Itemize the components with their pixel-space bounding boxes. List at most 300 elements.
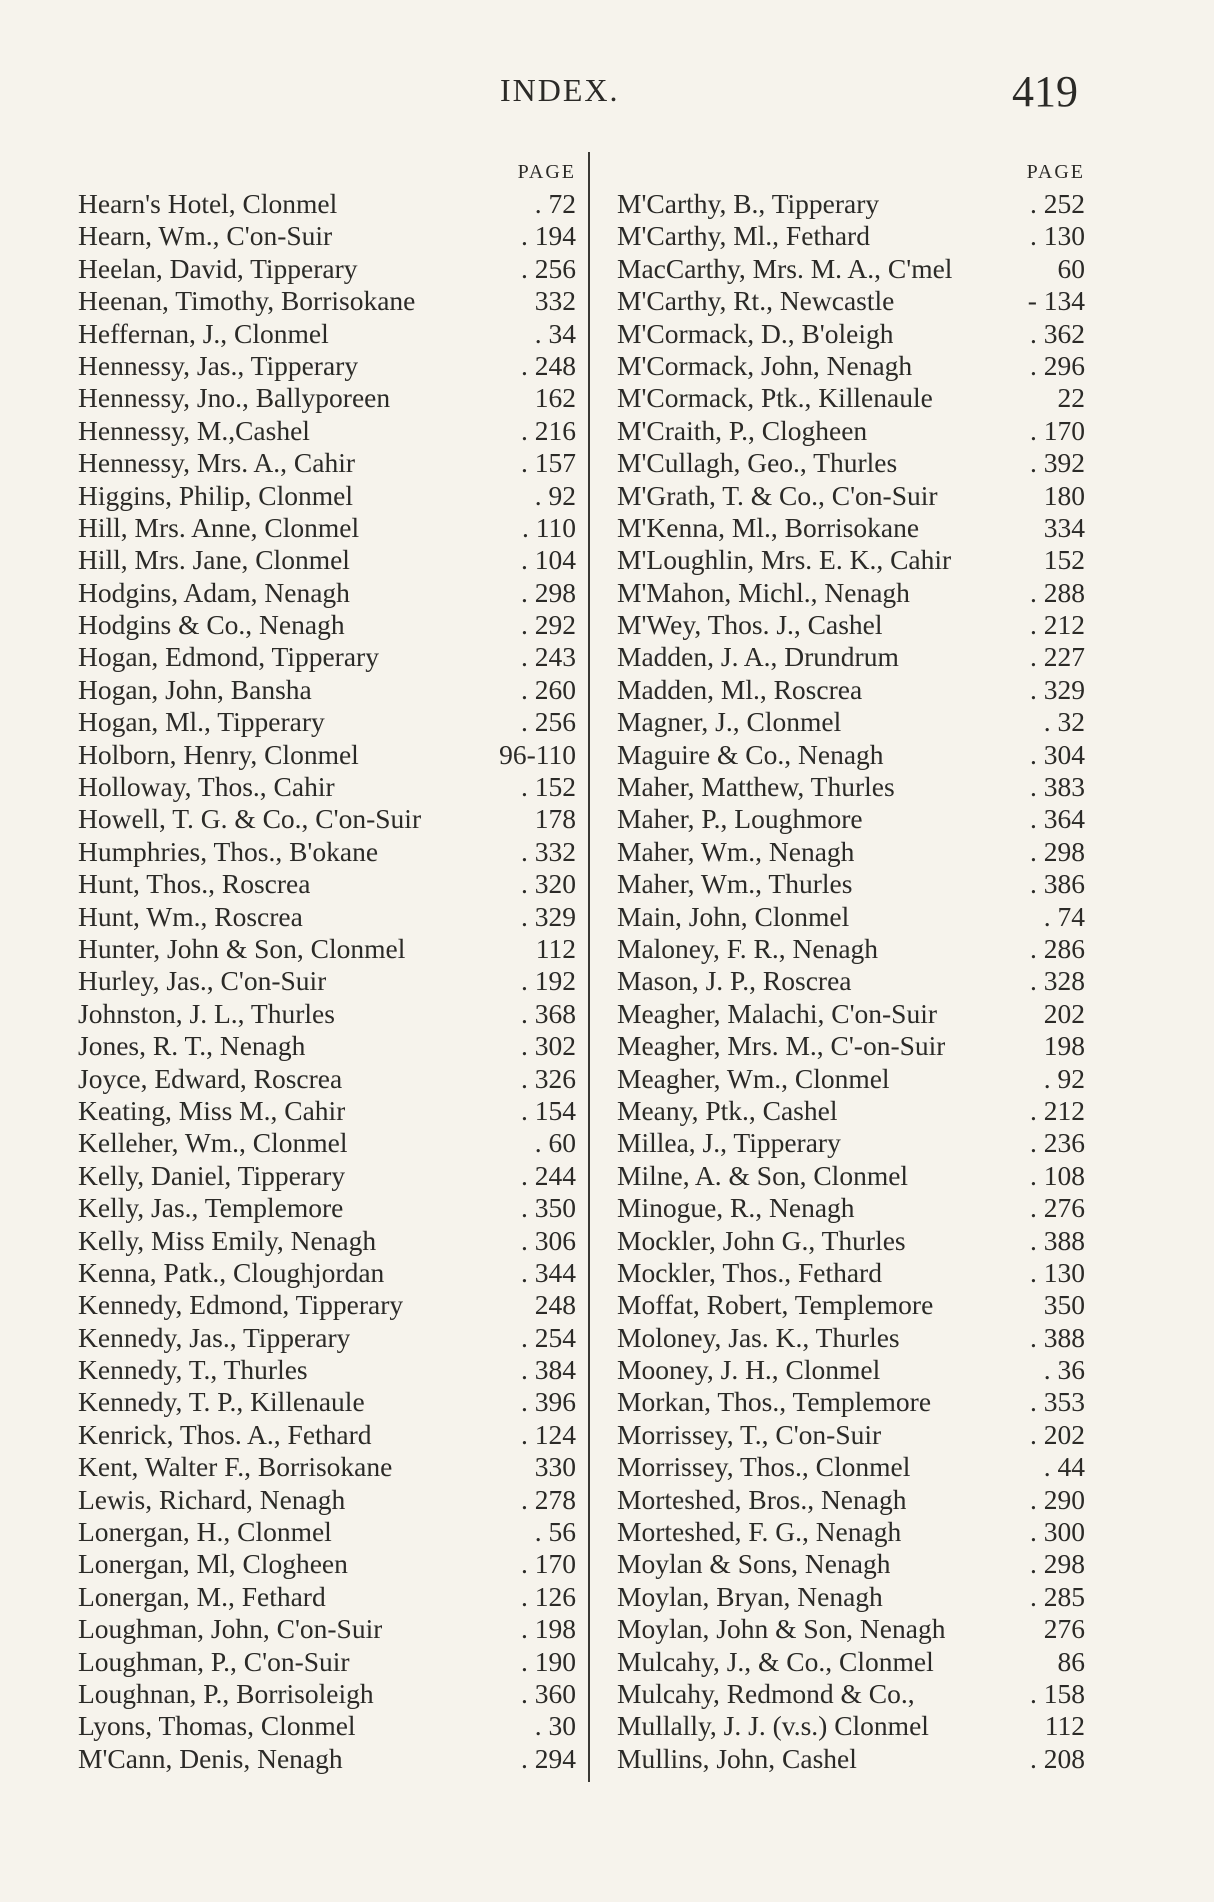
index-entry [78, 544, 576, 576]
entry-name: Mockler, John G., Thurles [617, 1224, 906, 1256]
entry-page-number: . 304 [1030, 738, 1085, 770]
entry-page-number: . 158 [1030, 1677, 1085, 1709]
entry-page-number: . 353 [1030, 1386, 1085, 1418]
index-entry [617, 1484, 1085, 1516]
index-entry [617, 480, 1085, 512]
entry-page-number: . 154 [521, 1094, 576, 1126]
entry-name: Kennedy, T. P., Killenaule [78, 1386, 365, 1418]
index-entry [617, 1095, 1085, 1127]
index-entry [78, 1192, 576, 1224]
index-entry [617, 1613, 1085, 1645]
entry-page-number: . 44 [1043, 1451, 1085, 1483]
entry-name: Loughman, P., C'on-Suir [78, 1645, 350, 1677]
entry-name: Meagher, Malachi, C'on-Suir [617, 997, 938, 1029]
index-entry [617, 1516, 1085, 1548]
entry-name: Moylan, John & Son, Nenagh [617, 1613, 946, 1645]
entry-name: Morteshed, F. G., Nenagh [617, 1516, 902, 1548]
entry-name: Main, John, Clonmel [617, 900, 850, 932]
entry-name: Lonergan, Ml, Clogheen [78, 1548, 348, 1580]
entry-page-number: 178 [534, 803, 576, 835]
entry-name: Hennessy, Jas., Tipperary [78, 349, 359, 381]
index-entry [78, 1419, 576, 1451]
entry-name: M'Carthy, B., Tipperary [617, 188, 880, 219]
entry-name: Joyce, Edward, Roscrea [78, 1062, 343, 1094]
entry-page-number: . 244 [521, 1159, 576, 1191]
entry-page-number: . 294 [521, 1742, 576, 1774]
entry-name: Mullally, J. J. (v.s.) Clonmel [617, 1710, 929, 1742]
index-entry [78, 1030, 576, 1062]
entry-page-number: . 152 [521, 771, 576, 803]
entry-name: Hearn, Wm., C'on-Suir [78, 220, 333, 252]
entry-name: Loughman, John, C'on-Suir [78, 1613, 383, 1645]
entry-name: Maguire & Co., Nenagh [617, 738, 884, 770]
entry-name: Maher, Wm., Thurles [617, 868, 853, 900]
entry-page-number: 180 [1043, 479, 1085, 511]
index-entry [78, 188, 576, 220]
entry-name: Kenna, Patk., Cloughjordan [78, 1256, 385, 1288]
entry-page-number: . 170 [1030, 414, 1085, 446]
entry-name: Magner, J., Clonmel [617, 706, 842, 738]
index-entry [78, 382, 576, 414]
entry-page-number: 112 [535, 932, 576, 964]
entry-page-number: . 384 [521, 1354, 576, 1386]
index-entry [617, 1030, 1085, 1062]
index-entry-list [78, 188, 576, 1775]
entry-name: Howell, T. G. & Co., C'on-Suir [78, 803, 422, 835]
entry-page-number: . 248 [521, 349, 576, 381]
index-entry [617, 1192, 1085, 1224]
entry-page-number: . 260 [521, 673, 576, 705]
index-entry [617, 998, 1085, 1030]
entry-name: Kelly, Jas., Templemore [78, 1192, 344, 1224]
index-entry [617, 577, 1085, 609]
entry-page-number: . 194 [521, 220, 576, 252]
index-entry [78, 1743, 576, 1775]
entry-name: MacCarthy, Mrs. M. A., C'mel [617, 252, 953, 284]
entry-name: Kelleher, Wm., Clonmel [78, 1127, 348, 1159]
entry-page-number: 332 [534, 285, 576, 317]
index-entry [78, 1451, 576, 1483]
index-entry [617, 1289, 1085, 1321]
index-entry [617, 1386, 1085, 1418]
index-entry [78, 933, 576, 965]
index-entry [617, 447, 1085, 479]
entry-page-number: . 364 [1030, 803, 1085, 835]
entry-name: Moylan, Bryan, Nenagh [617, 1580, 883, 1612]
index-entry [617, 1419, 1085, 1451]
index-entry [617, 1581, 1085, 1613]
entry-page-number: . 74 [1043, 900, 1085, 932]
entry-page-number: . 254 [521, 1321, 576, 1353]
entry-page-number: 152 [1043, 544, 1085, 576]
index-entry [617, 836, 1085, 868]
entry-page-number: 248 [534, 1289, 576, 1321]
entry-name: Hogan, John, Bansha [78, 673, 312, 705]
index-entry [78, 1613, 576, 1645]
index-entry [617, 1160, 1085, 1192]
entry-name: Mooney, J. H., Clonmel [617, 1354, 881, 1386]
entry-name: Heffernan, J., Clonmel [78, 317, 329, 349]
entry-page-number: . 192 [521, 965, 576, 997]
index-entry [78, 1354, 576, 1386]
index-entry [617, 1063, 1085, 1095]
index-entry [617, 609, 1085, 641]
index-entry [617, 1743, 1085, 1775]
entry-page-number: . 326 [521, 1062, 576, 1094]
index-entry [617, 318, 1085, 350]
entry-name: Maher, Wm., Nenagh [617, 835, 855, 867]
index-entry [78, 1063, 576, 1095]
index-entry [617, 1710, 1085, 1742]
index-entry [78, 1581, 576, 1613]
index-entry [617, 220, 1085, 252]
entry-name: Madden, J. A., Drundrum [617, 641, 899, 673]
entry-name: Kent, Walter F., Borrisokane [78, 1451, 393, 1483]
entry-name: Hogan, Ml., Tipperary [78, 706, 325, 738]
entry-page-number: 22 [1057, 382, 1085, 414]
entry-page-number: . 212 [1030, 1094, 1085, 1126]
entry-name: M'Carthy, Ml., Fethard [617, 220, 870, 252]
entry-name: Hunt, Wm., Roscrea [78, 900, 303, 932]
entry-page-number: . 92 [1043, 1062, 1085, 1094]
entry-name: M'Mahon, Michl., Nenagh [617, 576, 910, 608]
entry-name: Lonergan, H., Clonmel [78, 1516, 332, 1548]
entry-name: Kelly, Miss Emily, Nenagh [78, 1224, 377, 1256]
index-entry [78, 706, 576, 738]
index-entry [617, 1354, 1085, 1386]
index-entry [617, 965, 1085, 997]
index-entry [617, 1646, 1085, 1678]
index-entry [78, 1646, 576, 1678]
entry-page-number: . 388 [1030, 1224, 1085, 1256]
index-entry [617, 188, 1085, 220]
index-entry [78, 641, 576, 673]
entry-name: M'Cormack, D., B'oleigh [617, 317, 894, 349]
entry-name: Mockler, Thos., Fethard [617, 1256, 882, 1288]
entry-page-number: . 388 [1030, 1321, 1085, 1353]
index-entry [617, 674, 1085, 706]
entry-name: Lonergan, M., Fethard [78, 1580, 326, 1612]
entry-page-number: . 190 [521, 1645, 576, 1677]
entry-name: Kennedy, Edmond, Tipperary [78, 1289, 404, 1321]
column-divider [588, 152, 590, 1782]
entry-page-number: . 92 [534, 479, 576, 511]
index-entry [78, 901, 576, 933]
entry-page-number: . 60 [534, 1127, 576, 1159]
entry-name: Lyons, Thomas, Clonmel [78, 1710, 356, 1742]
entry-page-number: 198 [1043, 1030, 1085, 1062]
index-entry [617, 901, 1085, 933]
entry-page-number: . 292 [521, 609, 576, 641]
entry-page-number: . 110 [522, 511, 576, 543]
index-entry [617, 1322, 1085, 1354]
index-entry [78, 1484, 576, 1516]
entry-page-number: . 386 [1030, 868, 1085, 900]
entry-page-number: . 298 [1030, 835, 1085, 867]
entry-page-number: - 134 [1027, 285, 1085, 317]
entry-name: M'Cormack, Ptk., Killenaule [617, 382, 933, 414]
entry-page-number: . 368 [521, 997, 576, 1029]
entry-page-number: 112 [1044, 1710, 1085, 1742]
entry-name: Millea, J., Tipperary [617, 1127, 841, 1159]
entry-name: Milne, A. & Son, Clonmel [617, 1159, 909, 1191]
entry-name: M'Carthy, Rt., Newcastle [617, 285, 895, 317]
entry-name: Minogue, R., Nenagh [617, 1192, 855, 1224]
entry-page-number: . 36 [1043, 1354, 1085, 1386]
entry-page-number: . 202 [1030, 1418, 1085, 1450]
index-entry [78, 739, 576, 771]
index-entry [78, 253, 576, 285]
entry-page-number: . 320 [521, 868, 576, 900]
index-entry [78, 577, 576, 609]
entry-name: Kennedy, Jas., Tipperary [78, 1321, 351, 1353]
entry-page-number: . 306 [521, 1224, 576, 1256]
entry-page-number: . 72 [534, 188, 576, 219]
entry-page-number: 60 [1057, 252, 1085, 284]
entry-page-number: . 360 [521, 1677, 576, 1709]
entry-page-number: 276 [1043, 1613, 1085, 1645]
index-entry [78, 318, 576, 350]
index-entry [78, 1710, 576, 1742]
entry-page-number: . 276 [1030, 1192, 1085, 1224]
entry-name: Holloway, Thos., Cahir [78, 771, 335, 803]
entry-name: Hunt, Thos., Roscrea [78, 868, 311, 900]
entry-name: Morteshed, Bros., Nenagh [617, 1483, 907, 1515]
index-entry [78, 1127, 576, 1159]
entry-name: Mulcahy, J., & Co., Clonmel [617, 1645, 934, 1677]
entry-page-number: 330 [534, 1451, 576, 1483]
entry-name: Moffat, Robert, Templemore [617, 1289, 934, 1321]
entry-name: Morrissey, T., C'on-Suir [617, 1418, 882, 1450]
entry-name: Hennessy, Mrs. A., Cahir [78, 447, 356, 479]
entry-page-number: . 290 [1030, 1483, 1085, 1515]
entry-page-number: . 30 [534, 1710, 576, 1742]
index-entry [78, 447, 576, 479]
index-entry [78, 1257, 576, 1289]
entry-page-number: . 108 [1030, 1159, 1085, 1191]
entry-name: Maher, P., Loughmore [617, 803, 863, 835]
index-entry [617, 285, 1085, 317]
index-entry [617, 1225, 1085, 1257]
entry-name: Moloney, Jas. K., Thurles [617, 1321, 900, 1353]
index-entry [78, 609, 576, 641]
entry-page-number: . 350 [521, 1192, 576, 1224]
entry-name: Loughnan, P., Borrisoleigh [78, 1677, 374, 1709]
entry-page-number: 162 [534, 382, 576, 414]
entry-page-number: . 392 [1030, 447, 1085, 479]
entry-page-number: . 256 [521, 706, 576, 738]
entry-name: Lewis, Richard, Nenagh [78, 1483, 346, 1515]
entry-name: Morkan, Thos., Templemore [617, 1386, 932, 1418]
entry-page-number: . 298 [521, 576, 576, 608]
index-entry [617, 739, 1085, 771]
page-column-heading: PAGE [517, 161, 576, 183]
entry-page-number: . 256 [521, 252, 576, 284]
index-entry [78, 1225, 576, 1257]
index-entry [617, 1257, 1085, 1289]
entry-name: Keating, Miss M., Cahir [78, 1094, 346, 1126]
entry-name: M'Kenna, Ml., Borrisokane [617, 511, 920, 543]
index-entry [78, 674, 576, 706]
entry-name: Hill, Mrs. Jane, Clonmel [78, 544, 350, 576]
index-entry [78, 1678, 576, 1710]
entry-page-number: . 170 [521, 1548, 576, 1580]
entry-page-number: . 286 [1030, 932, 1085, 964]
running-head [0, 67, 1214, 122]
index-entry [78, 1095, 576, 1127]
entry-name: M'Cullagh, Geo., Thurles [617, 447, 898, 479]
entry-name: Higgins, Philip, Clonmel [78, 479, 354, 511]
index-column-left [78, 160, 576, 1775]
entry-page-number: . 396 [521, 1386, 576, 1418]
index-entry [617, 1548, 1085, 1580]
entry-name: Hurley, Jas., C'on-Suir [78, 965, 327, 997]
entry-name: Mullins, John, Cashel [617, 1742, 857, 1774]
index-entry [78, 480, 576, 512]
entry-page-number: . 328 [1030, 965, 1085, 997]
entry-name: Hogan, Edmond, Tipperary [78, 641, 379, 673]
entry-page-number: . 332 [521, 835, 576, 867]
entry-page-number: . 344 [521, 1256, 576, 1288]
entry-name: Kennedy, T., Thurles [78, 1354, 308, 1386]
entry-name: Holborn, Henry, Clonmel [78, 738, 359, 770]
index-entry [617, 415, 1085, 447]
index-entry [78, 1289, 576, 1321]
entry-name: Hennessy, M.,Cashel [78, 414, 310, 446]
index-entry [617, 933, 1085, 965]
entry-name: Moylan & Sons, Nenagh [617, 1548, 891, 1580]
entry-name: Hunter, John & Son, Clonmel [78, 932, 406, 964]
entry-page-number: . 157 [521, 447, 576, 479]
index-entry-list [617, 188, 1085, 1775]
entry-name: Hennessy, Jno., Ballyporeen [78, 382, 391, 414]
index-entry [78, 512, 576, 544]
entry-page-number: 86 [1057, 1645, 1085, 1677]
entry-page-number: . 212 [1030, 609, 1085, 641]
entry-page-number: . 285 [1030, 1580, 1085, 1612]
entry-name: Johnston, J. L., Thurles [78, 997, 335, 1029]
entry-page-number: 334 [1043, 511, 1085, 543]
entry-name: Meagher, Mrs. M., C'-on-Suir [617, 1030, 946, 1062]
index-entry [78, 836, 576, 868]
entry-name: Mason, J. P., Roscrea [617, 965, 852, 997]
entry-name: Heenan, Timothy, Borrisokane [78, 285, 416, 317]
entry-name: Mulcahy, Redmond & Co., [617, 1677, 915, 1709]
entry-name: Jones, R. T., Nenagh [78, 1030, 306, 1062]
index-entry [617, 771, 1085, 803]
entry-page-number: . 198 [521, 1613, 576, 1645]
entry-name: Hodgins, Adam, Nenagh [78, 576, 350, 608]
entry-page-number: . 236 [1030, 1127, 1085, 1159]
index-entry [78, 868, 576, 900]
index-entry [78, 1160, 576, 1192]
index-entry [617, 350, 1085, 382]
entry-name: M'Cormack, John, Nenagh [617, 349, 913, 381]
index-entry [617, 803, 1085, 835]
entry-name: Hodgins & Co., Nenagh [78, 609, 345, 641]
page-title: INDEX. [500, 72, 620, 108]
entry-name: M'Craith, P., Clogheen [617, 414, 868, 446]
entry-name: Hill, Mrs. Anne, Clonmel [78, 511, 360, 543]
entry-page-number: . 126 [521, 1580, 576, 1612]
index-entry [617, 1451, 1085, 1483]
page-number: 419 [1012, 67, 1078, 116]
entry-name: Maher, Matthew, Thurles [617, 771, 895, 803]
entry-name: M'Cann, Denis, Nenagh [78, 1742, 343, 1774]
page-column-heading: PAGE [1026, 161, 1085, 183]
entry-page-number: . 124 [521, 1418, 576, 1450]
entry-name: Heelan, David, Tipperary [78, 252, 358, 284]
entry-page-number: . 216 [521, 414, 576, 446]
entry-page-number: . 329 [521, 900, 576, 932]
entry-name: Maloney, F. R., Nenagh [617, 932, 879, 964]
entry-page-number: . 300 [1030, 1516, 1085, 1548]
entry-page-number: . 227 [1030, 641, 1085, 673]
index-entry [78, 803, 576, 835]
index-entry [78, 998, 576, 1030]
entry-page-number: . 104 [521, 544, 576, 576]
entry-name: Kelly, Daniel, Tipperary [78, 1159, 346, 1191]
index-entry [617, 512, 1085, 544]
entry-page-number: 350 [1043, 1289, 1085, 1321]
entry-name: Hearn's Hotel, Clonmel [78, 188, 338, 219]
entry-page-number: . 329 [1030, 673, 1085, 705]
entry-name: Madden, Ml., Roscrea [617, 673, 863, 705]
index-entry [78, 1516, 576, 1548]
entry-page-number: . 34 [534, 317, 576, 349]
index-entry [617, 253, 1085, 285]
entry-name: Meagher, Wm., Clonmel [617, 1062, 890, 1094]
entry-page-number: . 296 [1030, 349, 1085, 381]
entry-name: M'Wey, Thos. J., Cashel [617, 609, 883, 641]
entry-name: Humphries, Thos., B'okane [78, 835, 379, 867]
entry-page-number: . 208 [1030, 1742, 1085, 1774]
index-entry [78, 285, 576, 317]
index-entry [617, 382, 1085, 414]
entry-page-number: . 130 [1030, 220, 1085, 252]
index-entry [617, 544, 1085, 576]
entry-page-number: . 302 [521, 1030, 576, 1062]
index-entry [617, 1127, 1085, 1159]
entry-page-number: . 298 [1030, 1548, 1085, 1580]
entry-page-number: . 288 [1030, 576, 1085, 608]
entry-page-number: . 278 [521, 1483, 576, 1515]
entry-name: M'Loughlin, Mrs. E. K., Cahir [617, 544, 952, 576]
index-entry [78, 415, 576, 447]
index-entry [78, 350, 576, 382]
index-entry [78, 1322, 576, 1354]
entry-page-number: . 383 [1030, 771, 1085, 803]
entry-page-number: . 32 [1043, 706, 1085, 738]
entry-page-number: . 362 [1030, 317, 1085, 349]
index-entry [78, 965, 576, 997]
entry-page-number: . 243 [521, 641, 576, 673]
index-entry [78, 1548, 576, 1580]
index-entry [617, 868, 1085, 900]
index-entry [78, 1386, 576, 1418]
index-entry [617, 1678, 1085, 1710]
entry-page-number: . 252 [1030, 188, 1085, 219]
entry-name: M'Grath, T. & Co., C'on-Suir [617, 479, 938, 511]
entry-name: Kenrick, Thos. A., Fethard [78, 1418, 372, 1450]
entry-page-number: . 130 [1030, 1256, 1085, 1288]
index-entry [617, 641, 1085, 673]
entry-name: Meany, Ptk., Cashel [617, 1094, 838, 1126]
index-entry [617, 706, 1085, 738]
index-entry [78, 771, 576, 803]
entry-page-number: 96-110 [499, 738, 576, 770]
index-entry [78, 220, 576, 252]
